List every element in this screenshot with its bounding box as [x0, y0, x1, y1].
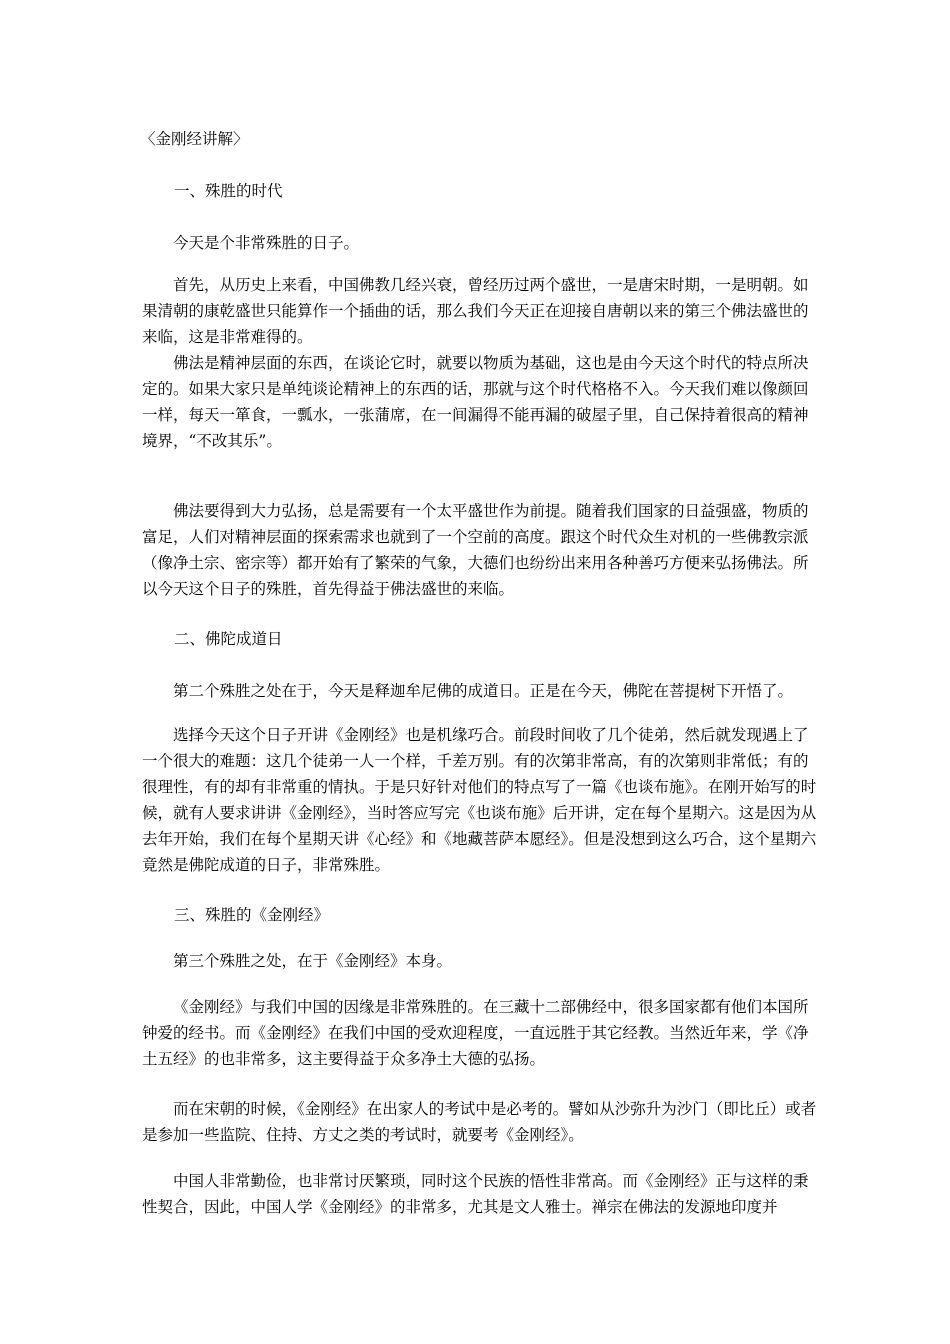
- paragraph: 选择今天这个日子开讲《金刚经》也是机缘巧合。前段时间收了几个徒弟，然后就发现遇上了一个很大的难题：这几个徒弟一人一个样，千差万别。有的次第非常高，有的次第则非常低；有的很理性，有的却有非常重的情执。于是只好针对他们的特点写了一篇《也谈布施》。在刚开始写的时候，就有人要求讲讲《金刚经》，当时答应写完《也谈布施》后开讲，定在每个星期六。这是因为从去年开始，我们在每个星期天讲《心经》和《地藏菩萨本愿经》。但是没想到这么巧合，这个星期六竟然是佛陀成道的日子，非常殊胜。: [142, 726, 817, 874]
- section-heading-2: 二、佛陀成道日: [174, 630, 283, 648]
- paragraph: 首先，从历史上来看，中国佛教几经兴衰，曾经历过两个盛世，一是唐宋时期，一是明朝。如果清朝的康乾盛世只能算作一个插曲的话，那么我们今天正在迎接自唐朝以来的第三个佛法盛世的来临，这是非常难得的。: [142, 276, 809, 346]
- paragraph: 而在宋朝的时候，《金刚经》在出家人的考试中是必考的。譬如从沙弥升为沙门（即比丘）或者是参加一些监院、住持、方丈之类的考试时，就要考《金刚经》。: [142, 1100, 817, 1144]
- paragraph: 今天是个非常殊胜的日子。: [173, 234, 360, 252]
- document-title: 〈金刚经讲解〉: [140, 130, 249, 148]
- paragraph: 第三个殊胜之处，在于《金刚经》本身。: [173, 952, 453, 970]
- paragraph: 佛法要得到大力弘扬，总是需要有一个太平盛世作为前提。随着我们国家的日益强盛，物质的富足，人们对精神层面的探索需求也就到了一个空前的高度。跟这个时代众生对机的一些佛教宗派（像净土宗、密宗等）都开始有了繁荣的气象，大德们也纷纷出来用各种善巧方便来弘扬佛法。所以今天这个日子的殊胜，首先得益于佛法盛世的来临。: [142, 502, 809, 598]
- paragraph: 第二个殊胜之处在于，今天是释迦牟尼佛的成道日。正是在今天，佛陀在菩提树下开悟了。: [173, 682, 794, 700]
- paragraph: 《金刚经》与我们中国的因缘是非常殊胜的。在三藏十二部佛经中，很多国家都有他们本国所钟爱的经书。而《金刚经》在我们中国的受欢迎程度，一直远胜于其它经教。当然近年来，学《净土五经》的也非常多，这主要得益于众多净土大德的弘扬。: [142, 998, 809, 1068]
- paragraph: 佛法是精神层面的东西，在谈论它时，就要以物质为基础，这也是由今天这个时代的特点所决定的。如果大家只是单纯谈论精神上的东西的话，那就与这个时代格格不入。今天我们难以像颜回一样，每天一箪食，一瓢水，一张蒲席，在一间漏得不能再漏的破屋子里，自己保持着很高的精神境界，“不改其乐”。: [142, 354, 809, 450]
- paragraph: 中国人非常勤俭，也非常讨厌繁琐，同时这个民族的悟性非常高。而《金刚经》正与这样的秉性契合，因此，中国人学《金刚经》的非常多，尤其是文人雅士。禅宗在佛法的发源地印度并: [142, 1172, 809, 1216]
- section-heading-1: 一、殊胜的时代: [174, 182, 283, 200]
- section-heading-3: 三、殊胜的《金刚经》: [174, 906, 330, 924]
